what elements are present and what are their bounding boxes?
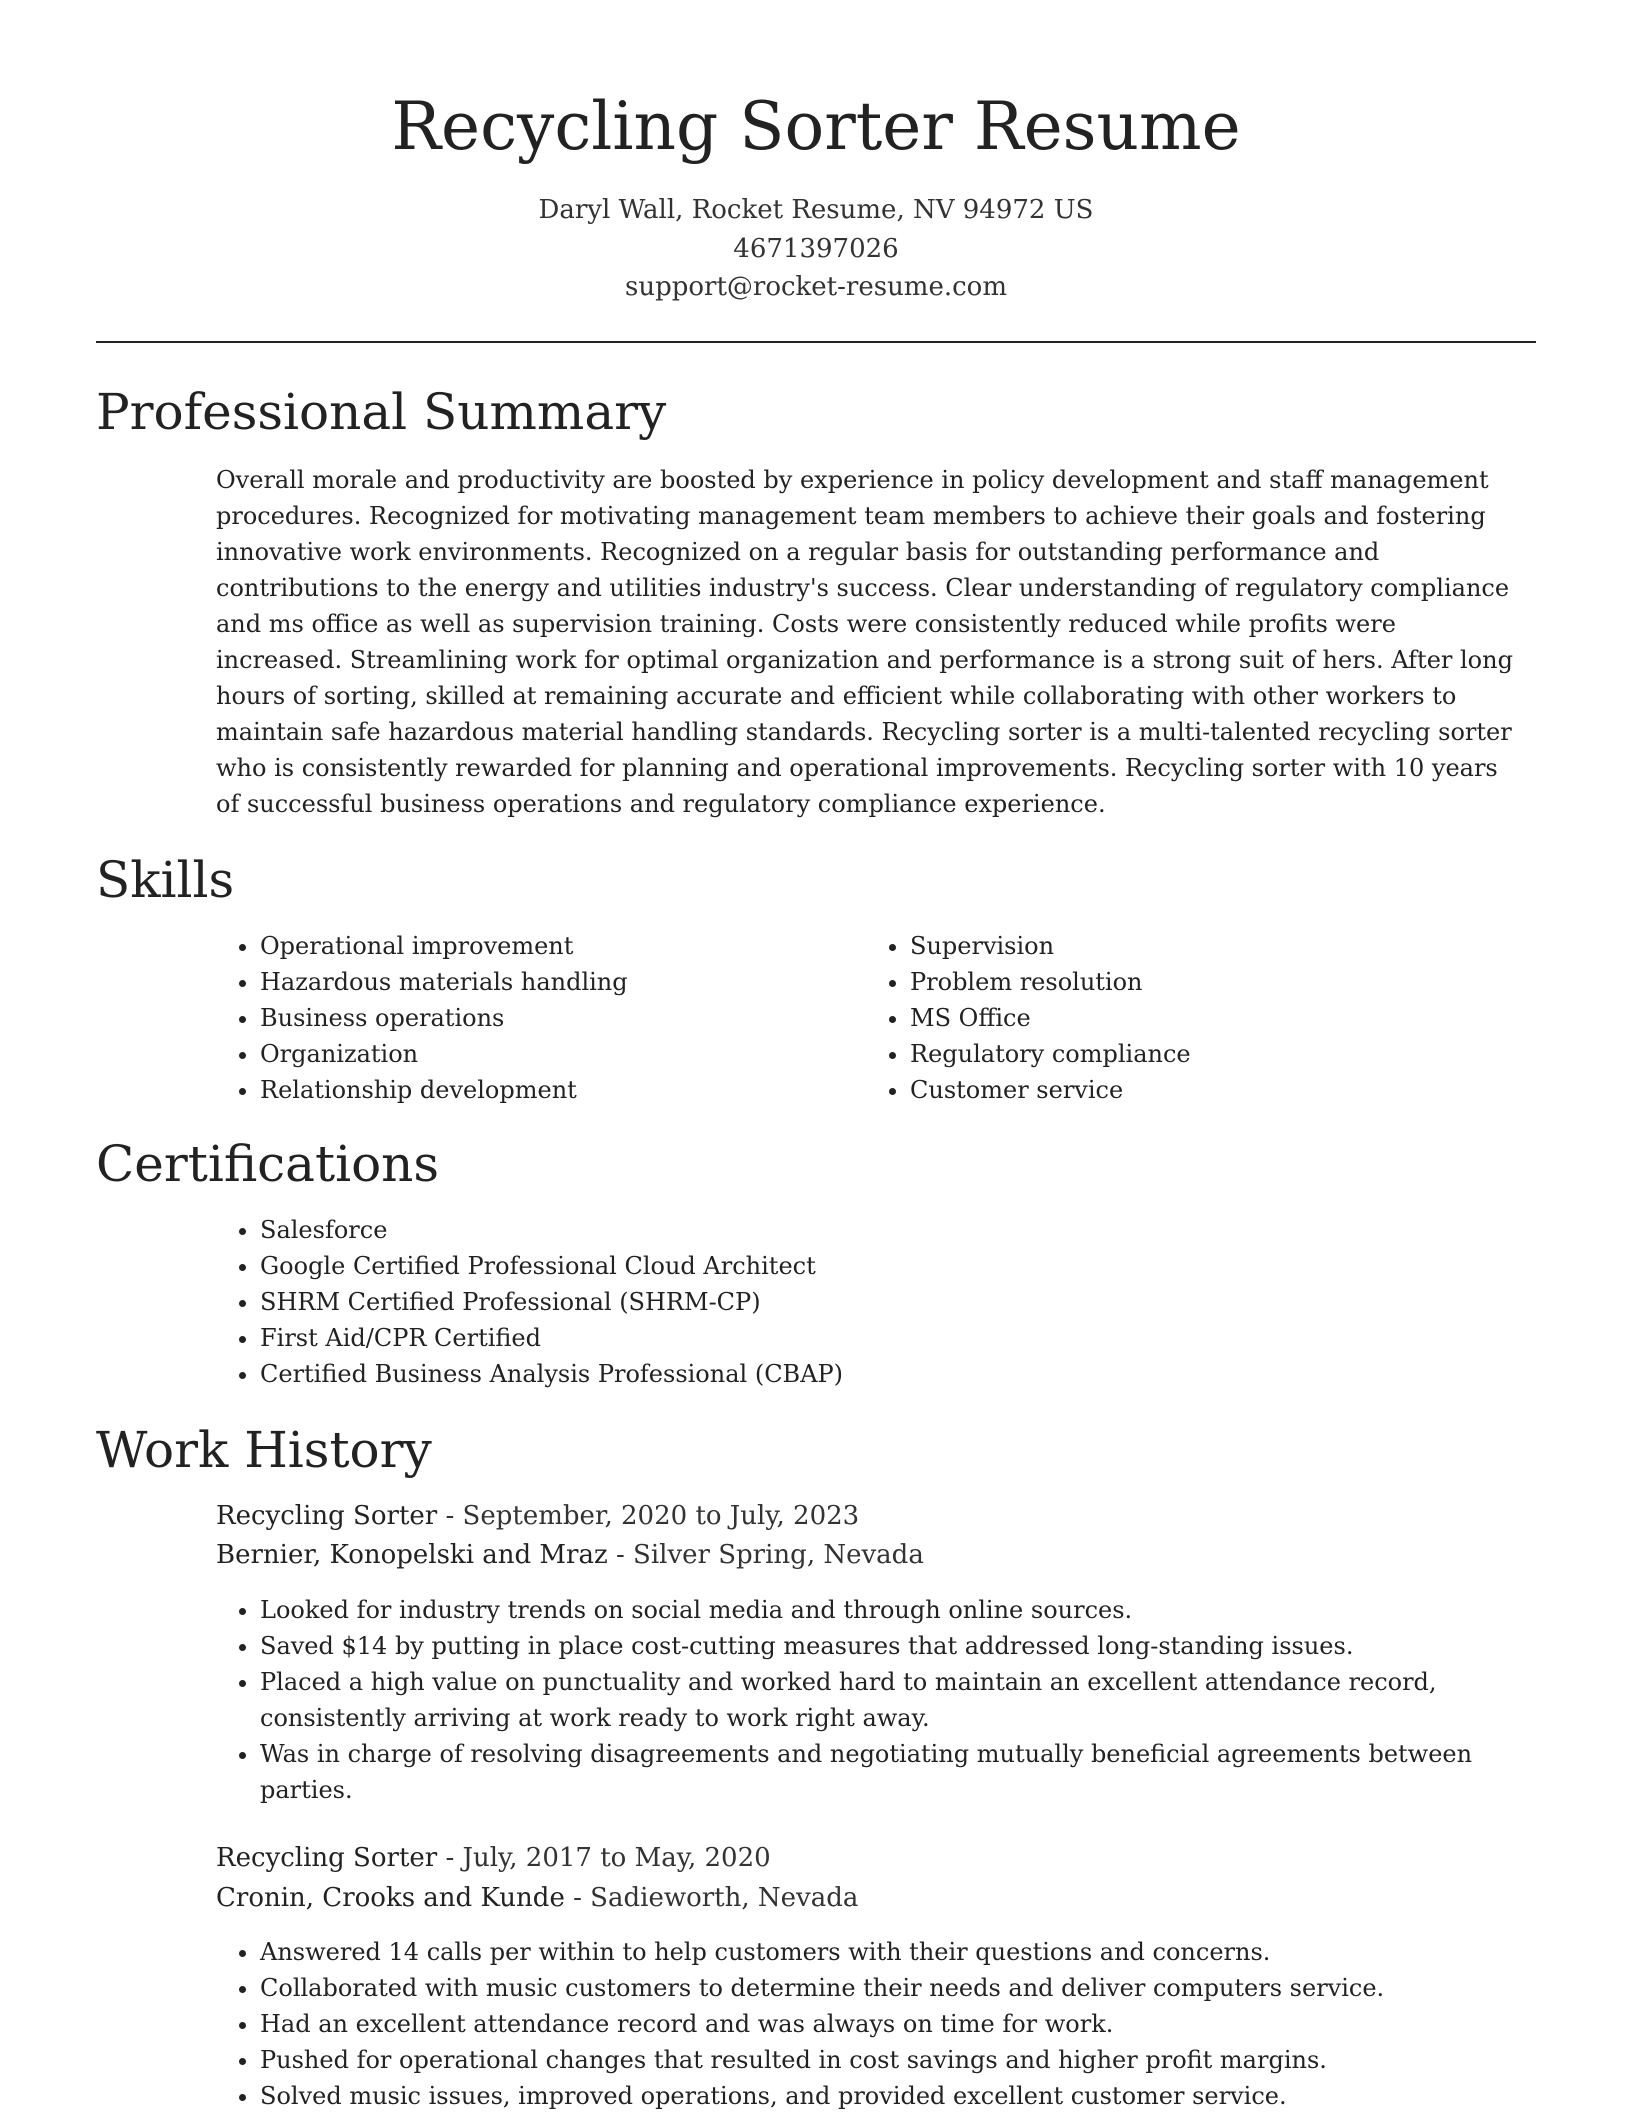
skill-item: • Problem resolution	[910, 964, 1510, 1000]
skill-item: • Organization	[260, 1036, 860, 1072]
certification-item: • First Aid/CPR Certified	[260, 1320, 1560, 1356]
job-bullet: • Answered 14 calls per within to help customers with their questions and concerns.	[260, 1934, 1520, 1970]
job-location: Silver Spring, Nevada	[633, 1540, 924, 1570]
skill-item: • Regulatory compliance	[910, 1036, 1510, 1072]
job-bullet: • Looked for industry trends on social media and through online sources.	[260, 1592, 1520, 1628]
job-location: Sadieworth, Nevada	[590, 1883, 859, 1913]
certification-item: • Google Certified Professional Cloud Architect	[260, 1248, 1560, 1284]
contact-address: Daryl Wall, Rocket Resume, NV 94972 US	[538, 195, 1094, 225]
job-dates: July, 2017 to May, 2020	[462, 1843, 771, 1873]
summary-text: Overall morale and productivity are boosted by experience in policy development and staff management procedures. Recognized for motivating management team members to achieve their goals and fostering innovative work environments. Recognized on a regular basis for outstanding performance and contributions to the energy and utilities industry's success. Clear understanding of regulatory compliance and ms office as well as supervision training. Costs were consistently reduced while profits were increased. Streamlining work for optimal organization and performance is a strong suit of hers. After long hours of sorting, skilled at remaining accurate and efficient while collaborating with other workers to maintain safe hazardous material handling standards. Recycling sorter is a multi-talented recycling sorter who is consistently rewarded for planning and operational improvements. Recycling sorter with 10 years of successful business operations and regulatory compliance experience.	[216, 466, 1513, 818]
certification-item: • SHRM Certified Professional (SHRM-CP)	[260, 1284, 1560, 1320]
certifications-list	[216, 1212, 1560, 1392]
job-company-line	[216, 1536, 924, 1574]
skills-list-right	[866, 928, 1510, 1108]
header-divider	[96, 341, 1536, 343]
job-bullet: • Pushed for operational changes that resulted in cost savings and higher profit margins.	[260, 2042, 1520, 2078]
separator: -	[437, 1843, 463, 1873]
skill-item: • Relationship development	[260, 1072, 860, 1108]
skill-item: • Operational improvement	[260, 928, 860, 964]
separator: -	[607, 1540, 634, 1570]
skill-item: • Business operations	[260, 1000, 860, 1036]
skills-list-left	[216, 928, 860, 1108]
job-bullet: • Collaborated with music customers to determine their needs and deliver computers service.	[260, 1970, 1520, 2006]
job-title: Recycling Sorter	[216, 1843, 438, 1873]
job-company-line	[216, 1879, 858, 1917]
skill-item: • Hazardous materials handling	[260, 964, 860, 1000]
separator: -	[564, 1883, 591, 1913]
job-bullet: • Solved music issues, improved operations, and provided excellent customer service.	[260, 2078, 1520, 2114]
certification-item: • Salesforce	[260, 1212, 1560, 1248]
skills-heading: Skills	[96, 851, 235, 909]
job-title-line	[216, 1839, 771, 1877]
job-bullet: • Placed a high value on punctuality and worked hard to maintain an excellent attendance record, consistently arriving at work ready to work right away.	[260, 1664, 1520, 1736]
job-bullet: • Saved $14 by putting in place cost-cutting measures that addressed long-standing issues.	[260, 1628, 1520, 1664]
job-bullet: • Had an excellent attendance record and was always on time for work.	[260, 2006, 1520, 2042]
job-title-line	[216, 1497, 859, 1535]
skill-item: • Customer service	[910, 1072, 1510, 1108]
skill-item: • MS Office	[910, 1000, 1510, 1036]
job-title: Recycling Sorter	[216, 1501, 438, 1531]
work-history-heading: Work History	[96, 1421, 432, 1479]
summary-heading: Professional Summary	[96, 383, 667, 441]
job-company: Cronin, Crooks and Kunde	[216, 1883, 565, 1913]
certifications-heading: Certifications	[96, 1135, 440, 1193]
certification-item: • Certified Business Analysis Professional (CBAP)	[260, 1356, 1560, 1392]
job-bullet: • Was in charge of resolving disagreements and negotiating mutually beneficial agreements between parties.	[260, 1736, 1520, 1808]
job-dates: September, 2020 to July, 2023	[462, 1501, 860, 1531]
job-bullets	[216, 1934, 1520, 2114]
separator: -	[437, 1501, 463, 1531]
contact-phone: 4671397026	[733, 234, 899, 264]
job-company: Bernier, Konopelski and Mraz	[216, 1540, 608, 1570]
contact-email: support@rocket-resume.com	[624, 272, 1007, 302]
job-bullets	[216, 1592, 1520, 1808]
skill-item: • Supervision	[910, 928, 1510, 964]
resume-title: Recycling Sorter Resume	[391, 88, 1241, 165]
